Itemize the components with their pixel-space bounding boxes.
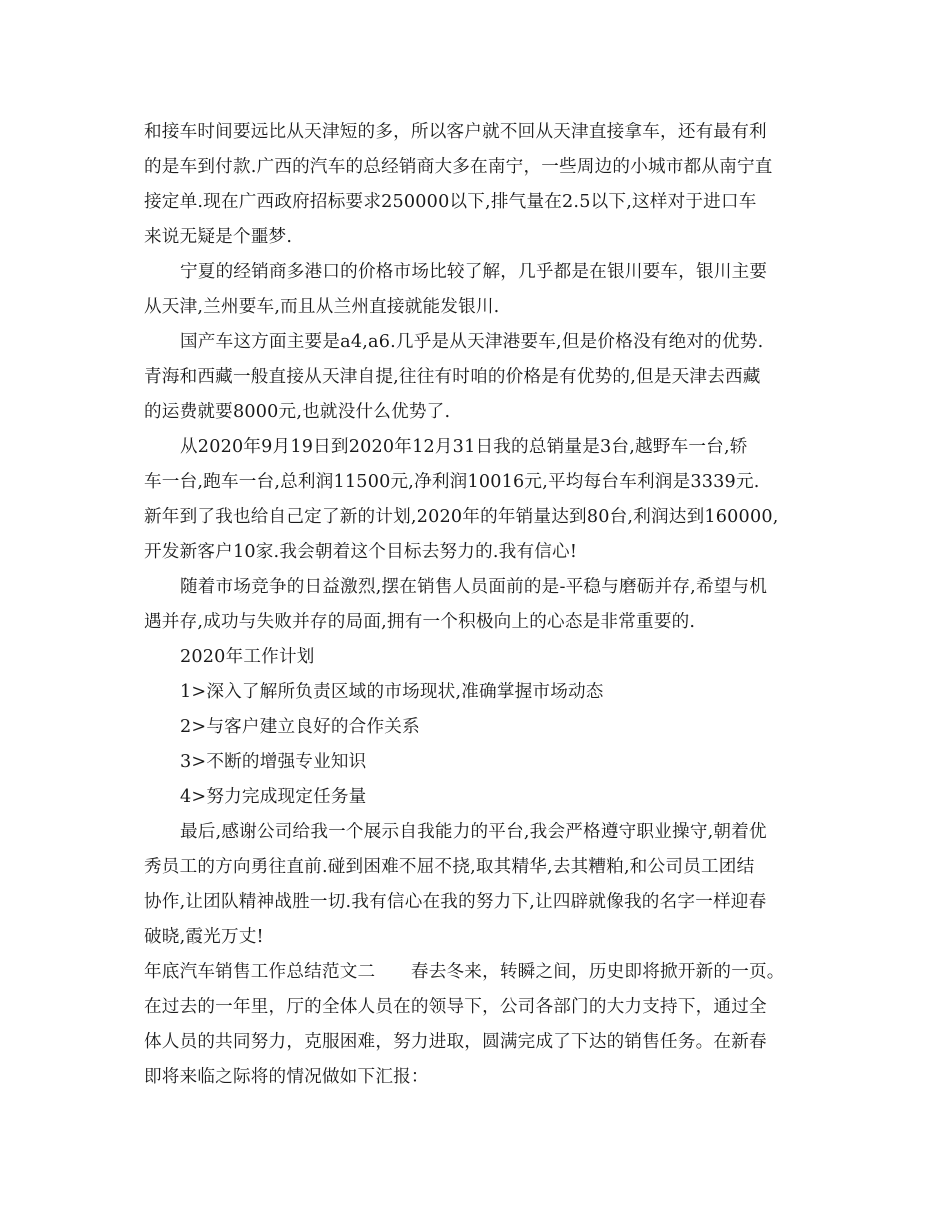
text-line: 即将来临之际将的情况做如下汇报： — [144, 1067, 429, 1087]
text-line: 体人员的共同努力，克服困难，努力进取，圆满完成了下达的销售任务。在新春 — [144, 1032, 767, 1052]
text-line: 新年到了我也给自己定了新的计划,2020年的年销量达到80台,利润达到160000, — [144, 507, 779, 527]
text-line: 在过去的一年里，厅的全体人员在的领导下，公司各部门的大力支持下，通过全 — [144, 997, 767, 1017]
text-line: 接定单.现在广西政府招标要求250000以下,排气量在2.5以下,这样对于进口车 — [144, 192, 757, 212]
text-line: 年底汽车销售工作总结范文二 春去冬来，转瞬之间，历史即将掀开新的一页。 — [144, 962, 785, 982]
document-body — [144, 115, 814, 1095]
text-line: 从天津,兰州要车,而且从兰州直接就能发银川. — [144, 297, 500, 317]
text-line: 国产车这方面主要是a4,a6.几乎是从天津港要车,但是价格没有绝对的优势. — [180, 332, 764, 352]
text-line: 2>与客户建立良好的合作关系 — [180, 717, 420, 737]
text-line: 最后,感谢公司给我一个展示自我能力的平台,我会严格遵守职业操守,朝着优 — [180, 822, 767, 842]
text-line: 开发新客户10家.我会朝着这个目标去努力的.我有信心! — [144, 542, 578, 562]
text-line: 从2020年9月19日到2020年12月31日我的总销量是3台,越野车一台,轿 — [180, 437, 748, 457]
text-line: 宁夏的经销商多港口的价格市场比较了解，几乎都是在银川要车，银川主要 — [180, 262, 768, 282]
text-line: 的运费就要8000元,也就没什么优势了. — [144, 402, 451, 422]
text-line: 4>努力完成现定任务量 — [180, 787, 367, 807]
text-line: 2020年工作计划 — [180, 647, 315, 667]
text-line: 协作,让团队精神战胜一切.我有信心在我的努力下,让四辟就像我的名字一样迎春 — [144, 892, 767, 912]
text-line: 随着市场竞争的日益激烈,摆在销售人员面前的是-平稳与磨砺并存,希望与机 — [180, 577, 768, 597]
text-line: 青海和西藏一般直接从天津自提,往往有时咱的价格是有优势的,但是天津去西藏 — [144, 367, 761, 387]
text-line: 3>不断的增强专业知识 — [180, 752, 367, 772]
text-line: 秀员工的方向勇往直前.碰到困难不屈不挠,取其精华,去其糟粕,和公司员工团结 — [144, 857, 755, 877]
text-line: 车一台,跑车一台,总利润11500元,净利润10016元,平均每台车利润是3339元. — [144, 472, 760, 492]
text-line: 和接车时间要远比从天津短的多，所以客户就不回从天津直接拿车，还有最有利 — [144, 122, 767, 142]
text-line: 遇并存,成功与失败并存的局面,拥有一个积极向上的心态是非常重要的. — [144, 612, 696, 632]
text-line: 的是车到付款.广西的汽车的总经销商大多在南宁，一些周边的小城市都从南宁直 — [144, 157, 773, 177]
text-line: 来说无疑是个噩梦. — [144, 227, 293, 247]
text-line: 1>深入了解所负责区域的市场现状,准确掌握市场动态 — [180, 682, 604, 702]
text-line: 破晓,霞光万丈! — [144, 927, 264, 947]
